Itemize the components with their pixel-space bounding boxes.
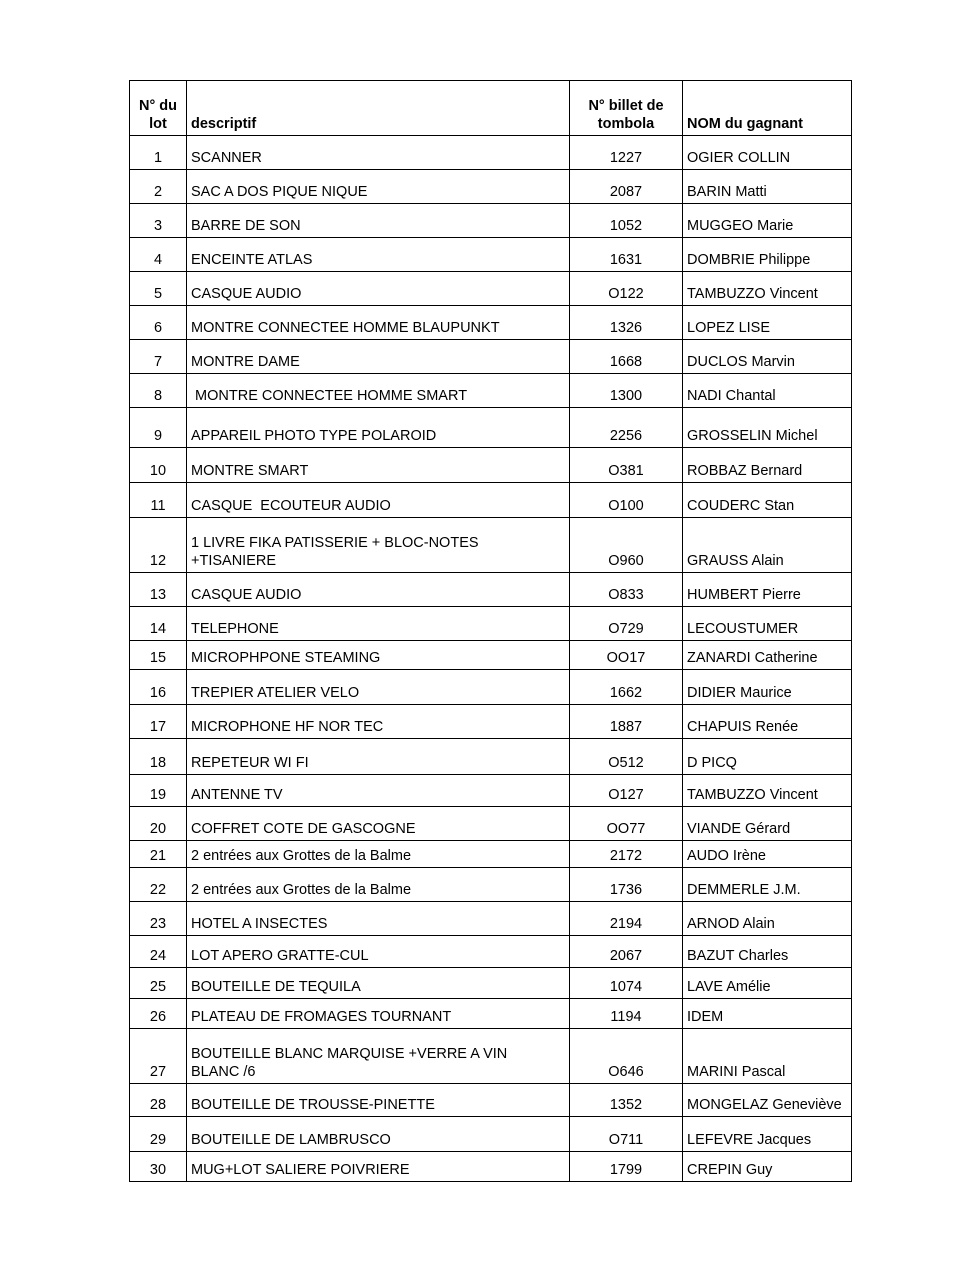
description-cell: HOTEL A INSECTES [187, 902, 570, 936]
lot-number-cell: 15 [130, 641, 187, 670]
lot-number-cell: 10 [130, 448, 187, 483]
winner-name-cell: BARIN Matti [683, 170, 852, 204]
description-cell: CASQUE ECOUTEUR AUDIO [187, 483, 570, 518]
ticket-number-cell: 1227 [570, 136, 683, 170]
lot-number-cell: 7 [130, 340, 187, 374]
lot-number-cell: 18 [130, 739, 187, 775]
ticket-number-cell: OO17 [570, 641, 683, 670]
ticket-number-cell: O381 [570, 448, 683, 483]
ticket-number-cell: 1631 [570, 238, 683, 272]
description-cell: MONTRE CONNECTEE HOMME BLAUPUNKT [187, 306, 570, 340]
table-row [130, 670, 852, 705]
ticket-number-cell: 1799 [570, 1152, 683, 1182]
description-cell: CASQUE AUDIO [187, 272, 570, 306]
description-cell: TELEPHONE [187, 607, 570, 641]
ticket-number-cell: O127 [570, 775, 683, 807]
description-cell: BOUTEILLE DE TROUSSE-PINETTE [187, 1084, 570, 1117]
ticket-number-cell: O960 [570, 518, 683, 573]
lot-number-cell: 9 [130, 408, 187, 448]
table-row [130, 739, 852, 775]
table-row [130, 340, 852, 374]
ticket-number-cell: 1352 [570, 1084, 683, 1117]
table-row [130, 1029, 852, 1084]
lot-number-cell: 8 [130, 374, 187, 408]
table-row [130, 607, 852, 641]
lot-number-cell: 29 [130, 1117, 187, 1152]
description-cell: LOT APERO GRATTE-CUL [187, 936, 570, 968]
table-row [130, 1152, 852, 1182]
ticket-number-cell: 1194 [570, 999, 683, 1029]
winner-name-cell: D PICQ [683, 739, 852, 775]
description-cell: MUG+LOT SALIERE POIVRIERE [187, 1152, 570, 1182]
winner-name-cell: MONGELAZ Geneviève [683, 1084, 852, 1117]
lot-number-cell: 27 [130, 1029, 187, 1084]
header-winner-name: NOM du gagnant [683, 81, 852, 136]
description-cell: TREPIER ATELIER VELO [187, 670, 570, 705]
table-row [130, 968, 852, 999]
table-row [130, 641, 852, 670]
lot-number-cell: 19 [130, 775, 187, 807]
winner-name-cell: GROSSELIN Michel [683, 408, 852, 448]
winner-name-cell: LAVE Amélie [683, 968, 852, 999]
lot-number-cell: 26 [130, 999, 187, 1029]
lot-number-cell: 17 [130, 705, 187, 739]
description-cell: 2 entrées aux Grottes de la Balme [187, 841, 570, 868]
description-cell: BOUTEILLE DE TEQUILA [187, 968, 570, 999]
ticket-number-cell: OO77 [570, 807, 683, 841]
table-row [130, 705, 852, 739]
ticket-number-cell: 2194 [570, 902, 683, 936]
lot-number-cell: 20 [130, 807, 187, 841]
header-lot-number: N° du lot [130, 81, 187, 136]
table-row [130, 902, 852, 936]
description-cell: SAC A DOS PIQUE NIQUE [187, 170, 570, 204]
winner-name-cell: COUDERC Stan [683, 483, 852, 518]
ticket-number-cell: O711 [570, 1117, 683, 1152]
winner-name-cell: TAMBUZZO Vincent [683, 775, 852, 807]
ticket-number-cell: 1052 [570, 204, 683, 238]
table-row [130, 204, 852, 238]
table-body [130, 136, 852, 1182]
table-row [130, 518, 852, 573]
table-row [130, 1117, 852, 1152]
lot-number-cell: 2 [130, 170, 187, 204]
description-cell: MONTRE DAME [187, 340, 570, 374]
table-row [130, 868, 852, 902]
description-cell: BARRE DE SON [187, 204, 570, 238]
lot-number-cell: 5 [130, 272, 187, 306]
table-row [130, 170, 852, 204]
lot-number-cell: 16 [130, 670, 187, 705]
lot-number-cell: 1 [130, 136, 187, 170]
ticket-number-cell: O833 [570, 573, 683, 607]
lot-number-cell: 24 [130, 936, 187, 968]
winner-name-cell: VIANDE Gérard [683, 807, 852, 841]
table-row [130, 483, 852, 518]
table-row [130, 238, 852, 272]
winner-name-cell: LEFEVRE Jacques [683, 1117, 852, 1152]
lot-number-cell: 12 [130, 518, 187, 573]
winner-name-cell: DIDIER Maurice [683, 670, 852, 705]
winner-name-cell: DUCLOS Marvin [683, 340, 852, 374]
table-row [130, 807, 852, 841]
ticket-number-cell: O729 [570, 607, 683, 641]
ticket-number-cell: 1300 [570, 374, 683, 408]
lot-number-cell: 23 [130, 902, 187, 936]
winner-name-cell: CHAPUIS Renée [683, 705, 852, 739]
lot-number-cell: 11 [130, 483, 187, 518]
description-cell: ANTENNE TV [187, 775, 570, 807]
lot-number-cell: 6 [130, 306, 187, 340]
table-row [130, 448, 852, 483]
winner-name-cell: HUMBERT Pierre [683, 573, 852, 607]
ticket-number-cell: O512 [570, 739, 683, 775]
winner-name-cell: TAMBUZZO Vincent [683, 272, 852, 306]
winner-name-cell: ROBBAZ Bernard [683, 448, 852, 483]
ticket-number-cell: 2067 [570, 936, 683, 968]
ticket-number-cell: 2172 [570, 841, 683, 868]
table-row [130, 936, 852, 968]
lot-number-cell: 3 [130, 204, 187, 238]
winner-name-cell: ARNOD Alain [683, 902, 852, 936]
description-cell: 1 LIVRE FIKA PATISSERIE + BLOC-NOTES +TISANIERE [187, 518, 570, 573]
table-row [130, 136, 852, 170]
description-cell: REPETEUR WI FI [187, 739, 570, 775]
description-cell: MICROPHPONE STEAMING [187, 641, 570, 670]
table-header-row [130, 81, 852, 136]
ticket-number-cell: 1736 [570, 868, 683, 902]
ticket-number-cell: 1668 [570, 340, 683, 374]
ticket-number-cell: 1326 [570, 306, 683, 340]
ticket-number-cell: O646 [570, 1029, 683, 1084]
winner-name-cell: LECOUSTUMER [683, 607, 852, 641]
winner-name-cell: DEMMERLE J.M. [683, 868, 852, 902]
header-description: descriptif [187, 81, 570, 136]
winner-name-cell: CREPIN Guy [683, 1152, 852, 1182]
lot-number-cell: 30 [130, 1152, 187, 1182]
lot-number-cell: 25 [130, 968, 187, 999]
table-row [130, 306, 852, 340]
table-row [130, 775, 852, 807]
winner-name-cell: GRAUSS Alain [683, 518, 852, 573]
description-cell: SCANNER [187, 136, 570, 170]
table-row [130, 408, 852, 448]
description-cell: APPAREIL PHOTO TYPE POLAROID [187, 408, 570, 448]
table-row [130, 573, 852, 607]
description-cell: CASQUE AUDIO [187, 573, 570, 607]
table-row [130, 999, 852, 1029]
description-cell: MONTRE CONNECTEE HOMME SMART [187, 374, 570, 408]
header-ticket-number: N° billet de tombola [570, 81, 683, 136]
winner-name-cell: LOPEZ LISE [683, 306, 852, 340]
winner-name-cell: OGIER COLLIN [683, 136, 852, 170]
lot-number-cell: 4 [130, 238, 187, 272]
winner-name-cell: ZANARDI Catherine [683, 641, 852, 670]
description-cell: MICROPHONE HF NOR TEC [187, 705, 570, 739]
results-sheet [129, 80, 851, 1182]
lot-number-cell: 22 [130, 868, 187, 902]
description-cell: BOUTEILLE BLANC MARQUISE +VERRE A VIN BLANC /6 [187, 1029, 570, 1084]
description-cell: COFFRET COTE DE GASCOGNE [187, 807, 570, 841]
ticket-number-cell: O122 [570, 272, 683, 306]
winner-name-cell: MARINI Pascal [683, 1029, 852, 1084]
winner-name-cell: IDEM [683, 999, 852, 1029]
description-cell: PLATEAU DE FROMAGES TOURNANT [187, 999, 570, 1029]
winner-name-cell: AUDO Irène [683, 841, 852, 868]
ticket-number-cell: 1887 [570, 705, 683, 739]
lot-number-cell: 13 [130, 573, 187, 607]
lot-number-cell: 21 [130, 841, 187, 868]
winner-name-cell: BAZUT Charles [683, 936, 852, 968]
lot-number-cell: 14 [130, 607, 187, 641]
winner-name-cell: MUGGEO Marie [683, 204, 852, 238]
lots-table [129, 80, 852, 1182]
ticket-number-cell: 2256 [570, 408, 683, 448]
winner-name-cell: NADI Chantal [683, 374, 852, 408]
table-row [130, 841, 852, 868]
description-cell: 2 entrées aux Grottes de la Balme [187, 868, 570, 902]
ticket-number-cell: 1074 [570, 968, 683, 999]
table-row [130, 1084, 852, 1117]
table-row [130, 374, 852, 408]
lot-number-cell: 28 [130, 1084, 187, 1117]
ticket-number-cell: O100 [570, 483, 683, 518]
description-cell: BOUTEILLE DE LAMBRUSCO [187, 1117, 570, 1152]
ticket-number-cell: 2087 [570, 170, 683, 204]
table-row [130, 272, 852, 306]
winner-name-cell: DOMBRIE Philippe [683, 238, 852, 272]
description-cell: MONTRE SMART [187, 448, 570, 483]
description-cell: ENCEINTE ATLAS [187, 238, 570, 272]
ticket-number-cell: 1662 [570, 670, 683, 705]
